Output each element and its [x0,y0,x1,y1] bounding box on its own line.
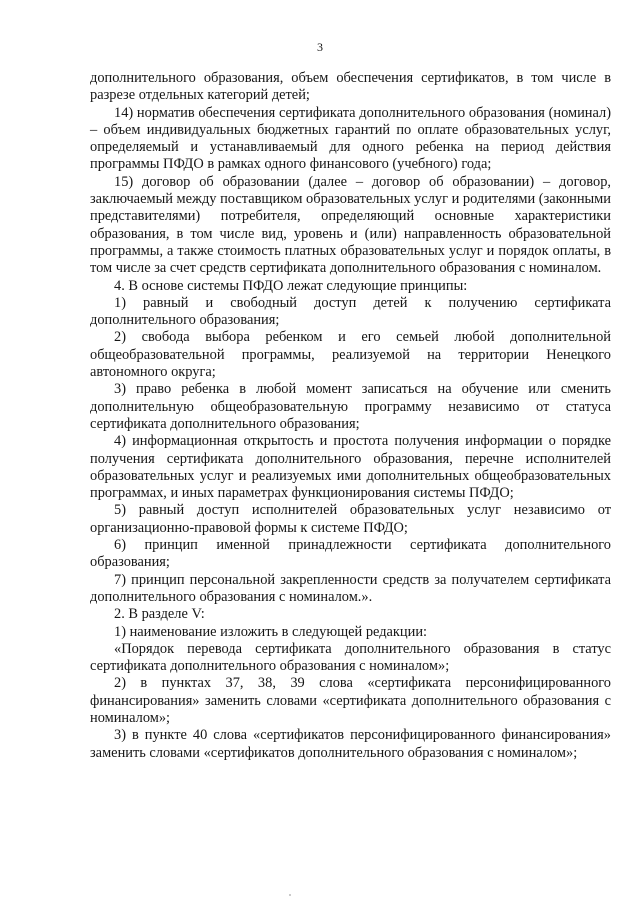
paragraph-principle-4: 4) информационная открытость и простота получения информации о порядке получения сертификата дополнительного образования, перечне исполнителей образовательных услуг и реализуемых ими дополнительных общеобразовательных программах, и иных параметрах функционирования системы ПФДО; [90,433,611,502]
paragraph-principle-6: 6) принцип именной принадлежности сертификата дополнительного образования; [90,537,611,571]
document-body [90,70,611,762]
paragraph-item-14: 14) норматив обеспечения сертификата дополнительного образования (номинал) – объем индивидуальных бюджетных гарантий по оплате образовательных услуг, определяемый и устанавливаемый для одного ребенка на период действия программы ПФДО в рамках одного финансового (учебного) года; [90,104,611,173]
paragraph-new-title: «Порядок перевода сертификата дополнительного образования в статус сертификата дополнительного образования с номиналом»; [90,640,611,675]
paragraph-principle-3: 3) право ребенка в любой момент записаться на обучение или сменить дополнительную общеобразовательную программу независимо от статуса сертификата дополнительного образования; [90,381,611,432]
scan-speck [289,894,291,896]
paragraph-item-15: 15) договор об образовании (далее – договор об образовании) – договор, заключаемый между поставщиком образовательных услуг и родителями (законными представителями) потребителя, определяющий основные характеристики образования, в том числе вид, уровень и (или) направленность образовательной программы, а также стоимость платных образовательных услуг и порядок оплаты, в том числе за счет средств сертификата дополнительного образования с номиналом. [90,173,611,277]
paragraph-principle-1: 1) равный и свободный доступ детей к получению сертификата дополнительного образования; [90,294,611,329]
paragraph-continuation: дополнительного образования, объем обеспечения сертификатов, в том числе в разрезе отдельных категорий детей; [90,70,611,104]
paragraph-amendment-1: 1) наименование изложить в следующей редакции: [114,623,428,640]
paragraph-amendment-2: 2) в пунктах 37, 38, 39 слова «сертификата персонифицированного финансирования» заменить словами «сертификата дополнительного образования с номиналом»; [90,675,611,726]
paragraph-principle-7: 7) принцип персональной закрепленности средств за получателем сертификата дополнительного образования с номиналом.». [90,571,611,605]
paragraph-section-v: 2. В разделе V: [114,606,205,623]
paragraph-section-4: 4. В основе системы ПФДО лежат следующие принципы: [114,277,468,294]
paragraph-amendment-3: 3) в пункте 40 слова «сертификатов персонифицированного финансирования» заменить словами «сертификатов дополнительного образования с номиналом»; [90,727,611,761]
page-number: 3 [317,40,323,54]
paragraph-principle-2: 2) свобода выбора ребенком и его семьей любой дополнительной общеобразовательной программы, реализуемой на территории Ненецкого автономного округа; [90,329,611,381]
paragraph-principle-5: 5) равный доступ исполнителей образовательных услуг независимо от организационно-правовой формы к системе ПФДО; [90,502,611,536]
